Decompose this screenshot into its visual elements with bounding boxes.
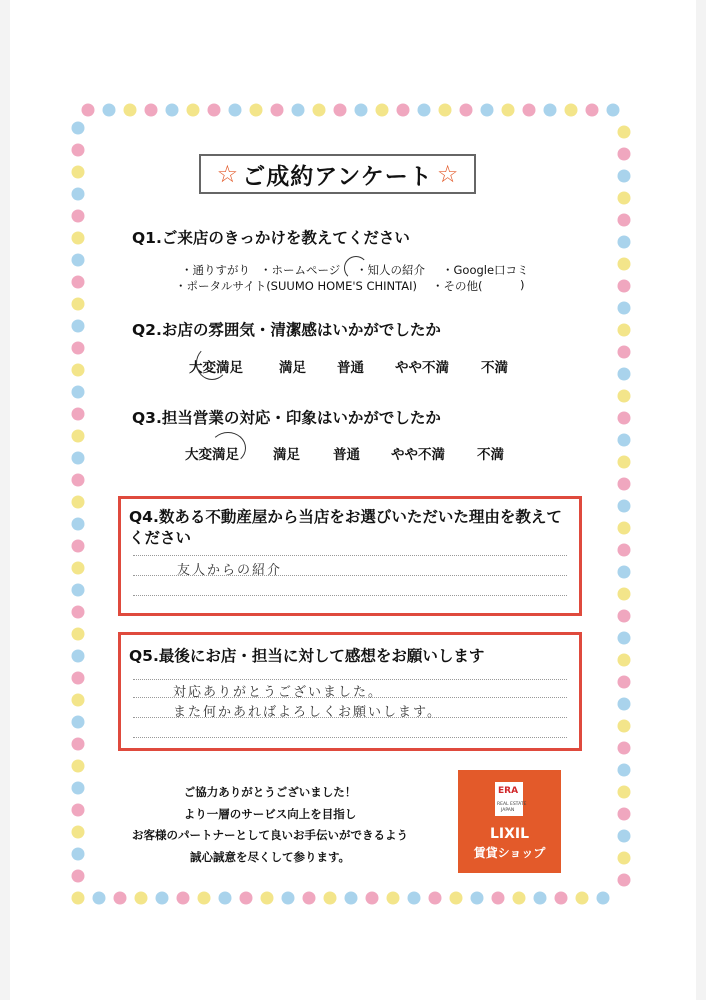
border-dot (618, 148, 631, 161)
q3-rating-dissatisfied[interactable]: 不満 (477, 447, 504, 463)
border-dot (261, 892, 274, 905)
border-dot (72, 408, 85, 421)
q5-answer-box (118, 632, 582, 751)
era-logo (495, 782, 527, 816)
border-dot (618, 610, 631, 623)
border-dot (618, 764, 631, 777)
border-dot (502, 104, 515, 117)
closing-line: より一層のサービス向上を目指し (183, 806, 357, 821)
border-dot (618, 720, 631, 733)
border-dot (387, 892, 400, 905)
border-dot (607, 104, 620, 117)
border-dot (72, 254, 85, 267)
border-dot (618, 588, 631, 601)
border-dot (72, 298, 85, 311)
q1-question: Q1.ご来店のきっかけを教えてください (132, 229, 410, 247)
q1-option-other[interactable]: ・その他( (432, 279, 483, 293)
border-dot (618, 632, 631, 645)
q2-rating-neutral[interactable]: 普通 (337, 360, 364, 376)
closing-line: ご協力ありがとうございました！ (183, 785, 357, 799)
border-dot (324, 892, 337, 905)
border-dot (618, 456, 631, 469)
border-dot (355, 104, 368, 117)
border-dot (450, 892, 463, 905)
q5-question: Q5.最後にお店・担当に対して感想をお願いします (129, 647, 485, 665)
border-dot (576, 892, 589, 905)
border-dot (72, 782, 85, 795)
q1-option-homepage[interactable]: ・ホームページ (260, 263, 341, 277)
border-dot (72, 892, 85, 905)
era-sub1: REAL ESTATE (497, 802, 527, 807)
border-dot (72, 672, 85, 685)
border-dot (481, 104, 494, 117)
border-dot (72, 232, 85, 245)
closing-message (110, 782, 430, 868)
q1-option-portal[interactable]: ・ポータルサイト(SUUMO HOME'S CHINTAI) (175, 279, 417, 293)
border-dot (135, 892, 148, 905)
hand-circle-mark (196, 346, 228, 380)
logo-shop-name: 賃貸ショップ (473, 846, 546, 860)
border-dot (418, 104, 431, 117)
border-dot (618, 236, 631, 249)
border-dot (334, 104, 347, 117)
border-dot (72, 804, 85, 817)
closing-line: 誠心誠意を尽くして参ります。 (189, 849, 351, 864)
border-dot (618, 808, 631, 821)
border-dot (103, 104, 116, 117)
border-dot (313, 104, 326, 117)
border-dot (492, 892, 505, 905)
q3-rating-very-satisfied[interactable]: 大変満足 (185, 447, 239, 463)
border-dot (555, 892, 568, 905)
border-dot (513, 892, 526, 905)
border-dot (345, 892, 358, 905)
border-dot (72, 562, 85, 575)
border-dot (82, 104, 95, 117)
border-dot (145, 104, 158, 117)
border-dot (72, 870, 85, 883)
border-dot (460, 104, 473, 117)
border-dot (72, 386, 85, 399)
border-dot (618, 324, 631, 337)
border-dot (597, 892, 610, 905)
q5-handwritten-answer-line1[interactable]: 対応ありがとうございました。 (173, 685, 384, 700)
border-dot (124, 104, 137, 117)
border-dot (72, 276, 85, 289)
border-dot (72, 518, 85, 531)
border-dot (618, 478, 631, 491)
q2-rating-somewhat-dissatisfied[interactable]: やや不満 (395, 360, 449, 376)
border-dot (534, 892, 547, 905)
border-dot (565, 104, 578, 117)
border-dot (72, 606, 85, 619)
border-dot (376, 104, 389, 117)
border-dot (72, 210, 85, 223)
border-dot (618, 280, 631, 293)
border-dot (187, 104, 200, 117)
border-dot (618, 258, 631, 271)
border-dot (586, 104, 599, 117)
border-dot (72, 144, 85, 157)
q1-option-passing[interactable]: ・通りすがり (181, 263, 250, 277)
border-dot (523, 104, 536, 117)
border-dot (618, 170, 631, 183)
border-dot (114, 892, 127, 905)
border-dot (72, 628, 85, 641)
border-dot (250, 104, 263, 117)
q3-question: Q3.担当営業の対応・印象はいかがでしたか (132, 409, 441, 427)
border-dot (618, 742, 631, 755)
closing-line: お客様のパートナーとして良いお手伝いができるよう (132, 828, 408, 842)
border-dot (618, 390, 631, 403)
border-dot (618, 786, 631, 799)
border-dot (177, 892, 190, 905)
border-dot (471, 892, 484, 905)
answer-line (133, 555, 567, 556)
border-dot (618, 346, 631, 359)
border-dot (198, 892, 211, 905)
border-dot (544, 104, 557, 117)
q4-answer-box (118, 496, 582, 616)
border-dot (72, 738, 85, 751)
border-dot (618, 698, 631, 711)
q1-option-referral[interactable]: ・知人の紹介 (356, 263, 425, 277)
q3-rating-neutral[interactable]: 普通 (333, 447, 360, 463)
border-dot (219, 892, 232, 905)
border-dot (303, 892, 316, 905)
hand-circle-mark (210, 432, 246, 464)
border-dot (72, 848, 85, 861)
border-dot (72, 364, 85, 377)
border-dot (408, 892, 421, 905)
border-dot (72, 320, 85, 333)
border-dot (72, 122, 85, 135)
border-dot (618, 654, 631, 667)
q1-option-google[interactable]: ・Google口コミ (442, 263, 529, 277)
border-dot (72, 474, 85, 487)
border-dot (618, 676, 631, 689)
border-dot (429, 892, 442, 905)
border-dot (439, 104, 452, 117)
border-dot (93, 892, 106, 905)
border-dot (156, 892, 169, 905)
border-dot (72, 650, 85, 663)
q3-rating-satisfied[interactable]: 満足 (273, 447, 300, 463)
border-dot (618, 830, 631, 843)
lixil-shop-logo (458, 770, 561, 873)
border-dot (618, 302, 631, 315)
border-dot (229, 104, 242, 117)
border-dot (618, 500, 631, 513)
border-dot (618, 874, 631, 887)
page-title: ご成約アンケート (242, 163, 433, 190)
border-dot (618, 544, 631, 557)
q4-question-line1: Q4.数ある不動産屋から当店をお選びいただいた理由を教えて (129, 508, 562, 526)
q4-handwritten-answer[interactable]: 友人からの紹介 (177, 563, 283, 578)
logo-brand: LIXIL (489, 826, 530, 842)
border-dot (72, 166, 85, 179)
border-dot (618, 412, 631, 425)
border-dot (618, 566, 631, 579)
border-dot (618, 434, 631, 447)
answer-line (133, 679, 567, 680)
border-dot (618, 852, 631, 865)
era-name: ERA (498, 786, 519, 796)
border-dot (292, 104, 305, 117)
border-dot (72, 826, 85, 839)
answer-line (133, 595, 567, 596)
border-dot (618, 192, 631, 205)
border-dot (271, 104, 284, 117)
q2-question: Q2.お店の雰囲気・清潔感はいかがでしたか (132, 321, 441, 339)
border-dot (72, 342, 85, 355)
hand-circle-mark (344, 256, 368, 280)
q2-rating-dissatisfied[interactable]: 不満 (481, 360, 508, 376)
border-dot (366, 892, 379, 905)
answer-line (133, 737, 567, 738)
border-dot (618, 214, 631, 227)
border-dot (240, 892, 253, 905)
border-dot (72, 452, 85, 465)
border-dot (72, 496, 85, 509)
border-dot (72, 694, 85, 707)
era-sub2: JAPAN (501, 808, 515, 813)
border-dot (618, 368, 631, 381)
q5-handwritten-answer-line2[interactable]: また何かあればよろしくお願いします。 (173, 705, 442, 720)
star-icon: ☆ (216, 160, 239, 188)
border-dot (208, 104, 221, 117)
border-dot (72, 540, 85, 553)
q2-rating-very-satisfied[interactable]: 大変満足 (189, 360, 243, 376)
border-dot (282, 892, 295, 905)
border-dot (166, 104, 179, 117)
border-dot (72, 584, 85, 597)
border-dot (72, 430, 85, 443)
q2-rating-satisfied[interactable]: 満足 (279, 360, 306, 376)
q1-option-other-close: ) (520, 278, 525, 292)
border-dot (72, 188, 85, 201)
star-icon: ☆ (436, 160, 459, 188)
border-dot (72, 716, 85, 729)
border-dot (72, 760, 85, 773)
q3-rating-somewhat-dissatisfied[interactable]: やや不満 (391, 447, 445, 463)
border-dot (618, 522, 631, 535)
border-dot (397, 104, 410, 117)
q4-question-line2: ください (129, 529, 192, 547)
title-box (199, 154, 476, 194)
border-dot (618, 126, 631, 139)
